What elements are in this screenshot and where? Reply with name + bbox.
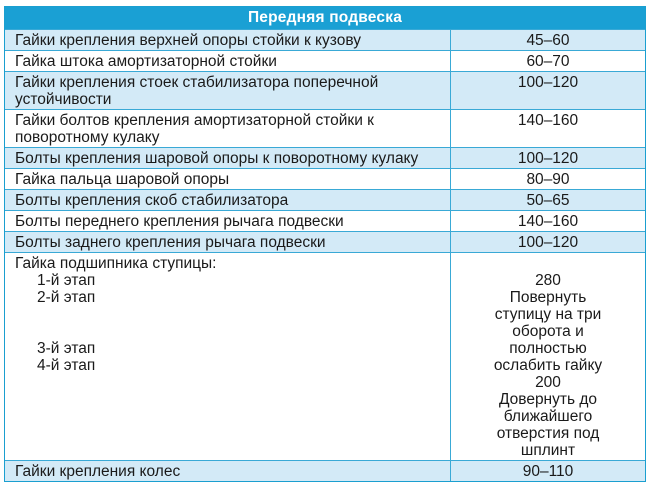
row-label: Гайка штока амортизаторной стойки (5, 51, 451, 71)
stage-1-value: 280 (535, 272, 561, 289)
stage-3-value: 200 (535, 374, 561, 391)
stage-2-value: Повернуть ступицу на три оборота и полностью ослабить гайку (493, 289, 603, 374)
table-row (5, 189, 645, 210)
row-label: Гайки крепления колес (5, 461, 451, 481)
stage-3-label: 3-й этап (37, 340, 96, 357)
row-label: Гайки крепления верхней опоры стойки к кузову (5, 30, 451, 50)
row-value: 100–120 (517, 234, 579, 251)
hub-nut-labels (5, 253, 451, 460)
row-value: 60–70 (526, 53, 570, 70)
stage-4-value: Довернуть до ближайшего отверстия под шплинт (496, 391, 600, 459)
table-row (5, 71, 645, 109)
hub-nut-label: Гайка подшипника ступицы: (15, 255, 217, 272)
row-value: 90–110 (522, 463, 574, 480)
row-label: Гайки крепления стоек стабилизатора поперечной устойчивости (5, 72, 451, 109)
table-row (5, 29, 645, 50)
row-value: 100–120 (517, 74, 579, 91)
torque-table (4, 6, 646, 482)
row-value: 140–160 (517, 112, 579, 129)
hub-nut-block (5, 252, 645, 460)
row-label: Болты крепления шаровой опоры к поворотному кулаку (5, 148, 451, 168)
row-value: 80–90 (526, 171, 570, 188)
row-value: 45–60 (526, 32, 570, 49)
row-value: 100–120 (517, 150, 579, 167)
table-row (5, 147, 645, 168)
row-value: 50–65 (526, 192, 570, 209)
row-label: Болты переднего крепления рычага подвески (5, 211, 451, 231)
table-row (5, 210, 645, 231)
row-label: Гайка пальца шаровой опоры (5, 169, 451, 189)
stage-1-label: 1-й этап (37, 272, 96, 289)
stage-2-label: 2-й этап (37, 289, 96, 306)
table-row (5, 50, 645, 71)
table-row (5, 231, 645, 252)
table-title: Передняя подвеска (5, 7, 645, 29)
table-row (5, 109, 645, 147)
hub-nut-values (451, 253, 645, 460)
table-row (5, 460, 645, 481)
table-row (5, 168, 645, 189)
row-label: Болты крепления скоб стабилизатора (5, 190, 451, 210)
row-label: Болты заднего крепления рычага подвески (5, 232, 451, 252)
stage-4-label: 4-й этап (37, 357, 96, 374)
row-label: Гайки болтов крепления амортизаторной стойки к поворотному кулаку (5, 110, 451, 147)
row-value: 140–160 (517, 213, 579, 230)
